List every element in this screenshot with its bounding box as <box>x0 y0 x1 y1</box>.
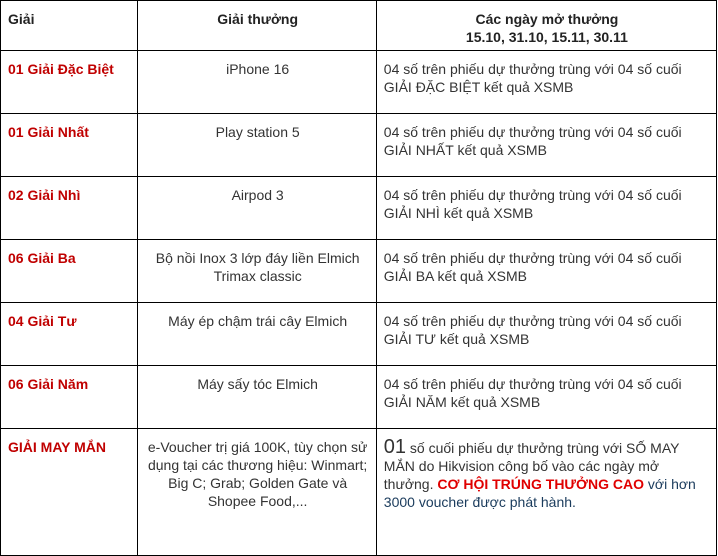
prize-name: GIẢI MAY MẮN <box>1 429 138 556</box>
table-row-lucky <box>1 429 717 556</box>
prize-name: 02 Giải Nhì <box>1 177 138 240</box>
header-dates-title: Các ngày mở thưởng <box>475 11 619 27</box>
prize-condition: 04 số trên phiếu dự thưởng trùng với 04 số cuối GIẢI ĐẶC BIỆT kết quả XSMB <box>376 51 716 114</box>
prize-reward: Máy ép chậm trái cây Elmich <box>138 303 376 366</box>
table-row <box>1 240 717 303</box>
prize-condition: 04 số trên phiếu dự thưởng trùng với 04 số cuối GIẢI BA kết quả XSMB <box>376 240 716 303</box>
prize-reward: Máy sấy tóc Elmich <box>138 366 376 429</box>
table-row <box>1 366 717 429</box>
header-dates-list: 15.10, 31.10, 15.11, 30.11 <box>465 29 628 45</box>
table-row <box>1 177 717 240</box>
table-row <box>1 51 717 114</box>
prize-name: 06 Giải Ba <box>1 240 138 303</box>
prize-name: 01 Giải Đặc Biệt <box>1 51 138 114</box>
prize-condition: 04 số trên phiếu dự thưởng trùng với 04 số cuối GIẢI NHẤT kết quả XSMB <box>376 114 716 177</box>
prize-reward: Bộ nồi Inox 3 lớp đáy liền Elmich Trimax classic <box>138 240 376 303</box>
prize-condition: 04 số trên phiếu dự thưởng trùng với 04 số cuối GIẢI NĂM kết quả XSMB <box>376 366 716 429</box>
lucky-highlight: CƠ HỘI TRÚNG THƯỞNG CAO <box>437 476 644 492</box>
prize-name: 01 Giải Nhất <box>1 114 138 177</box>
prize-reward: iPhone 16 <box>138 51 376 114</box>
header-reward: Giải thưởng <box>138 1 376 51</box>
header-prize: Giải <box>1 1 138 51</box>
lucky-number: 01 <box>383 436 407 458</box>
lucky-text-end: với hơn 3000 voucher được phát hành. <box>383 476 696 510</box>
lucky-text: số cuối phiếu dự thưởng trùng với SỐ MAY MẮN do Hikvision công bố vào các ngày mở thưởng. <box>383 440 680 492</box>
header-row <box>1 1 717 51</box>
prize-name: 04 Giải Tư <box>1 303 138 366</box>
table-row <box>1 303 717 366</box>
prize-reward: e-Voucher trị giá 100K, tùy chọn sử dụng tại các thương hiệu: Winmart; Big C; Grab; Golden Gate và Shopee Food,... <box>138 429 376 556</box>
prize-name: 06 Giải Năm <box>1 366 138 429</box>
prize-condition: 04 số trên phiếu dự thưởng trùng với 04 số cuối GIẢI TƯ kết quả XSMB <box>376 303 716 366</box>
header-dates <box>376 1 716 51</box>
prize-reward: Airpod 3 <box>138 177 376 240</box>
prize-reward: Play station 5 <box>138 114 376 177</box>
prize-condition <box>376 429 716 556</box>
table-row <box>1 114 717 177</box>
prize-condition: 04 số trên phiếu dự thưởng trùng với 04 số cuối GIẢI NHÌ kết quả XSMB <box>376 177 716 240</box>
